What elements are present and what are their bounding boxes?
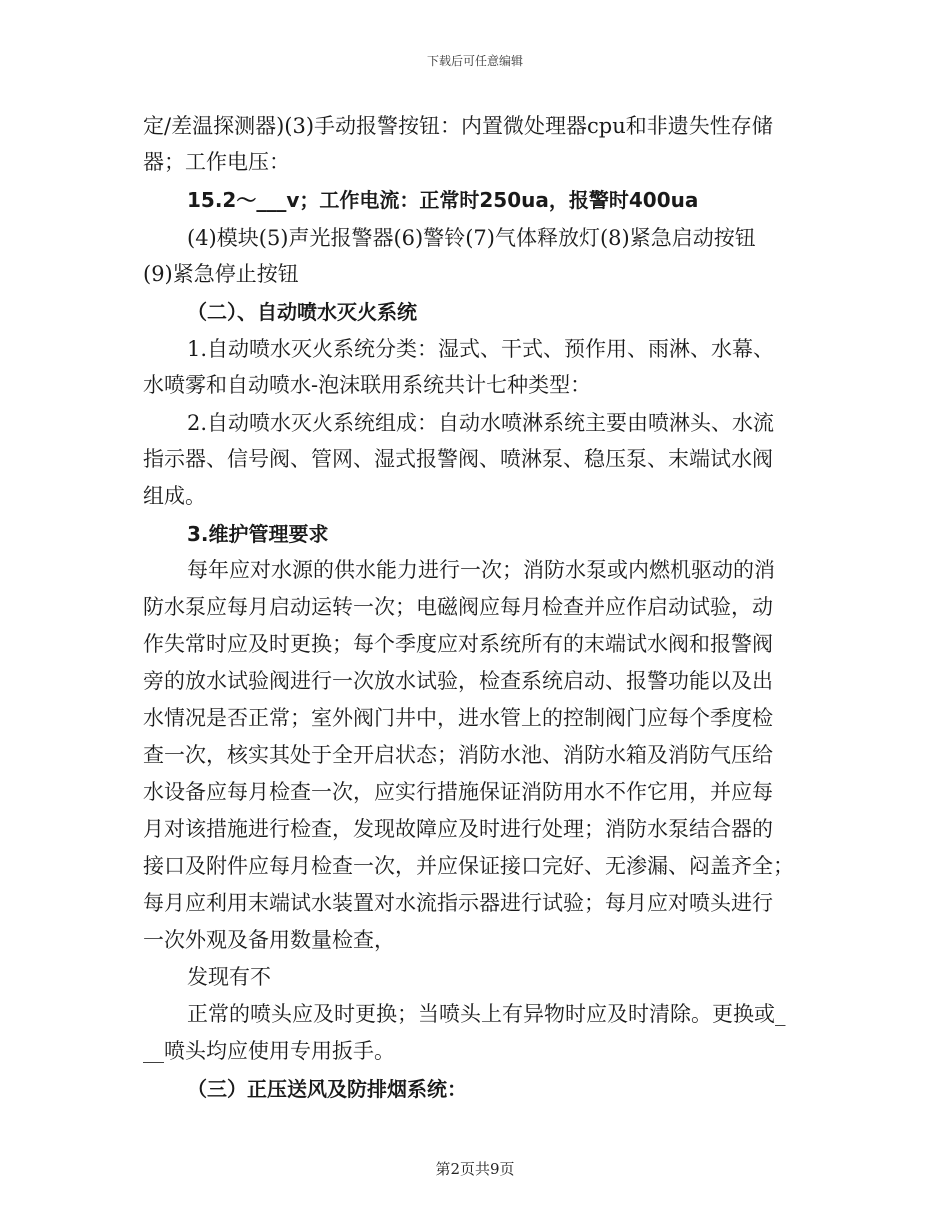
subsection-heading-3: 3.维护管理要求 (187, 522, 329, 546)
text-line-24: 发现有不 (187, 965, 271, 989)
text-line-21: 接口及附件应每月检查一次，并应保证接口完好、无渗漏、闷盖齐全； (143, 854, 794, 878)
text-line-7: 1.自动喷水灭火系统分类：湿式、干式、预作用、雨淋、水幕、 (187, 337, 775, 361)
text-line-26: __喷头均应使用专用扳手。 (143, 1039, 395, 1063)
text-line-23: 一次外观及备用数量检查， (143, 928, 395, 952)
page-header: 下载后可任意编辑 (426, 54, 523, 68)
text-line-18: 查一次，核实其处于全开启状态；消防水池、消防水箱及消防气压给 (143, 743, 773, 767)
text-line-2: 器；工作电压： (143, 150, 290, 174)
text-line-8: 水喷雾和自动喷水-泡沫联用系统共计七种类型： (143, 373, 592, 397)
text-line-25: 正常的喷头应及时更换；当喷头上有异物时应及时清除。更换或_ (187, 1002, 786, 1026)
text-line-14: 防水泵应每月启动运转一次；电磁阀应每月检查并应作启动试验，动 (143, 595, 773, 619)
text-line-5: (9)紧急停止按钮 (143, 262, 299, 286)
page-footer: 第2页共9页 (435, 1160, 515, 1178)
text-line-9: 2.自动喷水灭火系统组成：自动水喷淋系统主要由喷淋头、水流 (187, 411, 775, 435)
text-line-3: 15.2～___v；工作电流：正常时250ua，报警时400ua (187, 188, 699, 212)
text-line-22: 每月应利用末端试水装置对水流指示器进行试验；每月应对喷头进行 (143, 891, 773, 915)
text-line-1: 定/差温探测器)(3)手动报警按钮：内置微处理器cpu和非遗失性存储 (143, 114, 773, 138)
text-line-19: 水设备应每月检查一次，应实行措施保证消防用水不作它用，并应每 (143, 780, 773, 804)
text-line-13: 每年应对水源的供水能力进行一次；消防水泵或内燃机驱动的消 (187, 558, 775, 582)
text-line-11: 组成。 (143, 484, 206, 508)
text-line-17: 水情况是否正常；室外阀门井中，进水管上的控制阀门应每个季度检 (143, 706, 773, 730)
text-line-20: 月对该措施进行检查，发现故障应及时进行处理；消防水泵结合器的 (143, 817, 773, 841)
section-heading-3: （三）正压送风及防排烟系统： (187, 1077, 467, 1101)
text-line-16: 旁的放水试验阀进行一次放水试验，检查系统启动、报警功能以及出 (143, 669, 773, 693)
section-heading-2: （二）、自动喷水灭火系统 (187, 300, 417, 324)
text-line-4: (4)模块(5)声光报警器(6)警铃(7)气体释放灯(8)紧急启动按钮 (187, 226, 756, 250)
text-line-15: 作失常时应及时更换；每个季度应对系统所有的末端试水阀和报警阀 (143, 632, 773, 656)
text-line-10: 指示器、信号阀、管网、湿式报警阀、喷淋泵、稳压泵、末端试水阀 (143, 447, 773, 471)
